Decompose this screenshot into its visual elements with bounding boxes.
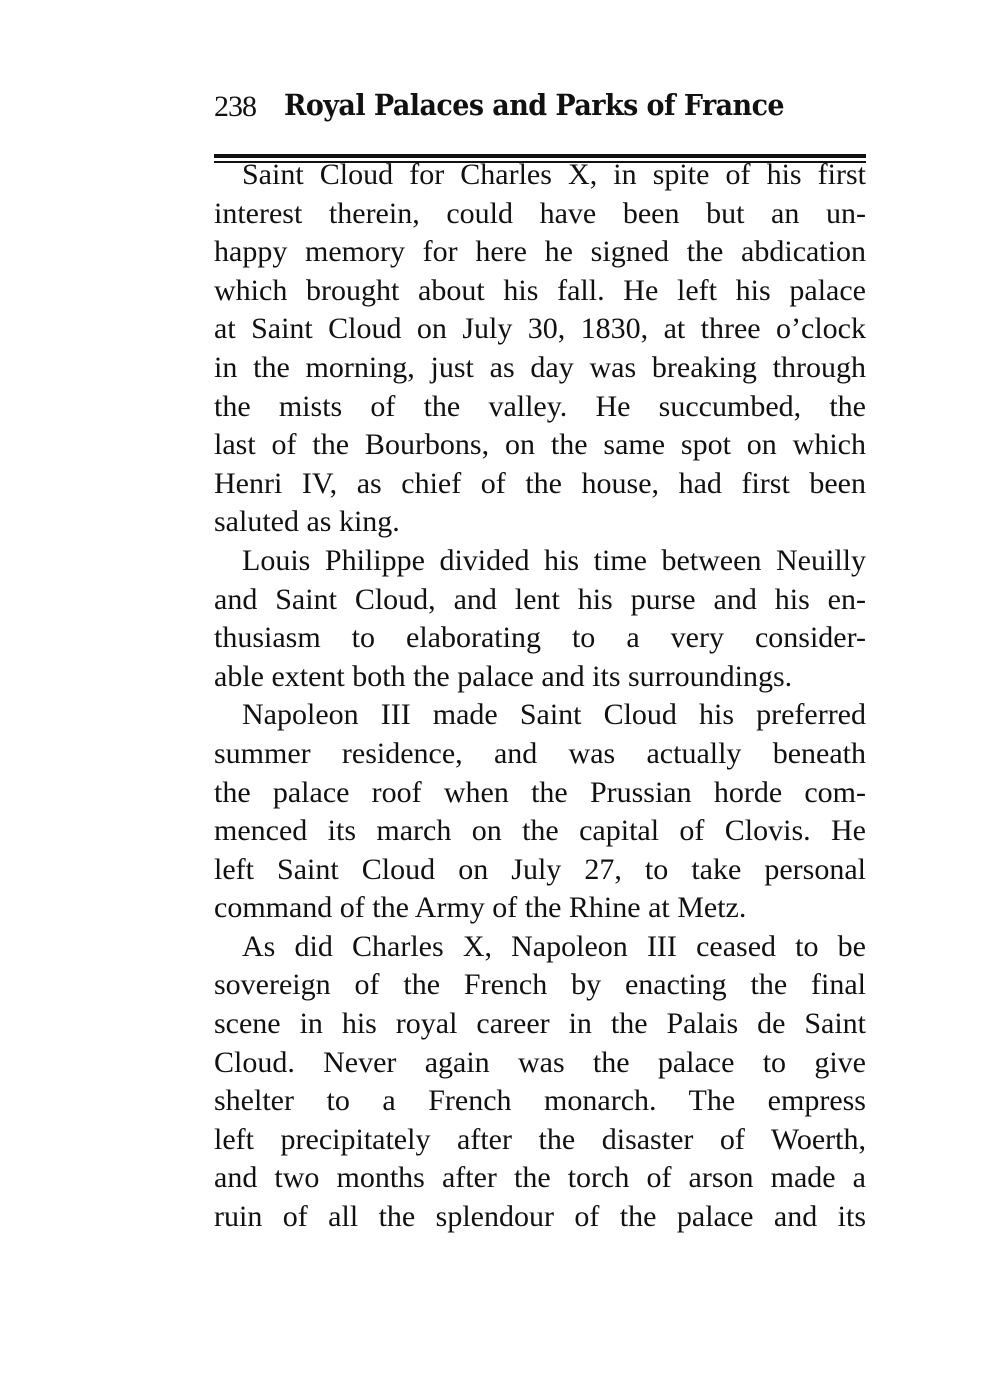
text-line: saluted as king. bbox=[214, 505, 400, 539]
text-line: Cloud. Never again was the palace to give bbox=[214, 1045, 866, 1079]
text-line: command of the Army of the Rhine at Metz. bbox=[214, 891, 747, 925]
text-line: and two months after the torch of arson made a bbox=[214, 1161, 866, 1195]
text-line: the mists of the valley. He succumbed, the bbox=[214, 389, 866, 423]
text-line: sovereign of the French by enacting the final bbox=[214, 968, 866, 1002]
paragraph bbox=[214, 542, 866, 696]
text-line: able extent both the palace and its surroundings. bbox=[214, 659, 793, 693]
text-line: interest therein, could have been but an un- bbox=[214, 196, 866, 230]
paragraph bbox=[214, 696, 866, 928]
body-text bbox=[214, 156, 866, 1237]
text-line: in the morning, just as day was breaking through bbox=[214, 350, 866, 384]
running-title: Royal Palaces and Parks of France bbox=[284, 88, 785, 122]
text-line: which brought about his fall. He left his palace bbox=[214, 273, 866, 307]
text-line: shelter to a French monarch. The empress bbox=[214, 1084, 866, 1118]
text-line: Napoleon III made Saint Cloud his preferred bbox=[242, 698, 866, 732]
text-line: Louis Philippe divided his time between Neuilly bbox=[242, 543, 866, 577]
running-header bbox=[214, 84, 866, 128]
text-line: happy memory for here he signed the abdication bbox=[214, 235, 866, 269]
text-line: ruin of all the splendour of the palace and its bbox=[214, 1200, 866, 1234]
paragraph bbox=[214, 156, 866, 542]
text-line: scene in his royal career in the Palais de Saint bbox=[214, 1007, 866, 1041]
text-line: the palace roof when the Prussian horde com- bbox=[214, 775, 866, 809]
page-number: 238 bbox=[214, 90, 256, 123]
text-line: summer residence, and was actually beneath bbox=[214, 736, 866, 770]
text-line: at Saint Cloud on July 30, 1830, at three o’clock bbox=[214, 312, 866, 346]
text-line: last of the Bourbons, on the same spot on which bbox=[214, 428, 866, 462]
text-line: Saint Cloud for Charles X, in spite of his first bbox=[242, 158, 866, 191]
paragraph bbox=[214, 928, 866, 1237]
text-line: and Saint Cloud, and lent his purse and his en- bbox=[214, 582, 866, 616]
text-line: menced its march on the capital of Clovis. He bbox=[214, 814, 866, 848]
text-line: left precipitately after the disaster of Woerth, bbox=[214, 1122, 866, 1156]
text-line: thusiasm to elaborating to a very consider- bbox=[214, 621, 866, 655]
text-line: As did Charles X, Napoleon III ceased to be bbox=[242, 929, 866, 963]
text-line: Henri IV, as chief of the house, had first been bbox=[214, 466, 866, 500]
text-line: left Saint Cloud on July 27, to take personal bbox=[214, 852, 866, 886]
